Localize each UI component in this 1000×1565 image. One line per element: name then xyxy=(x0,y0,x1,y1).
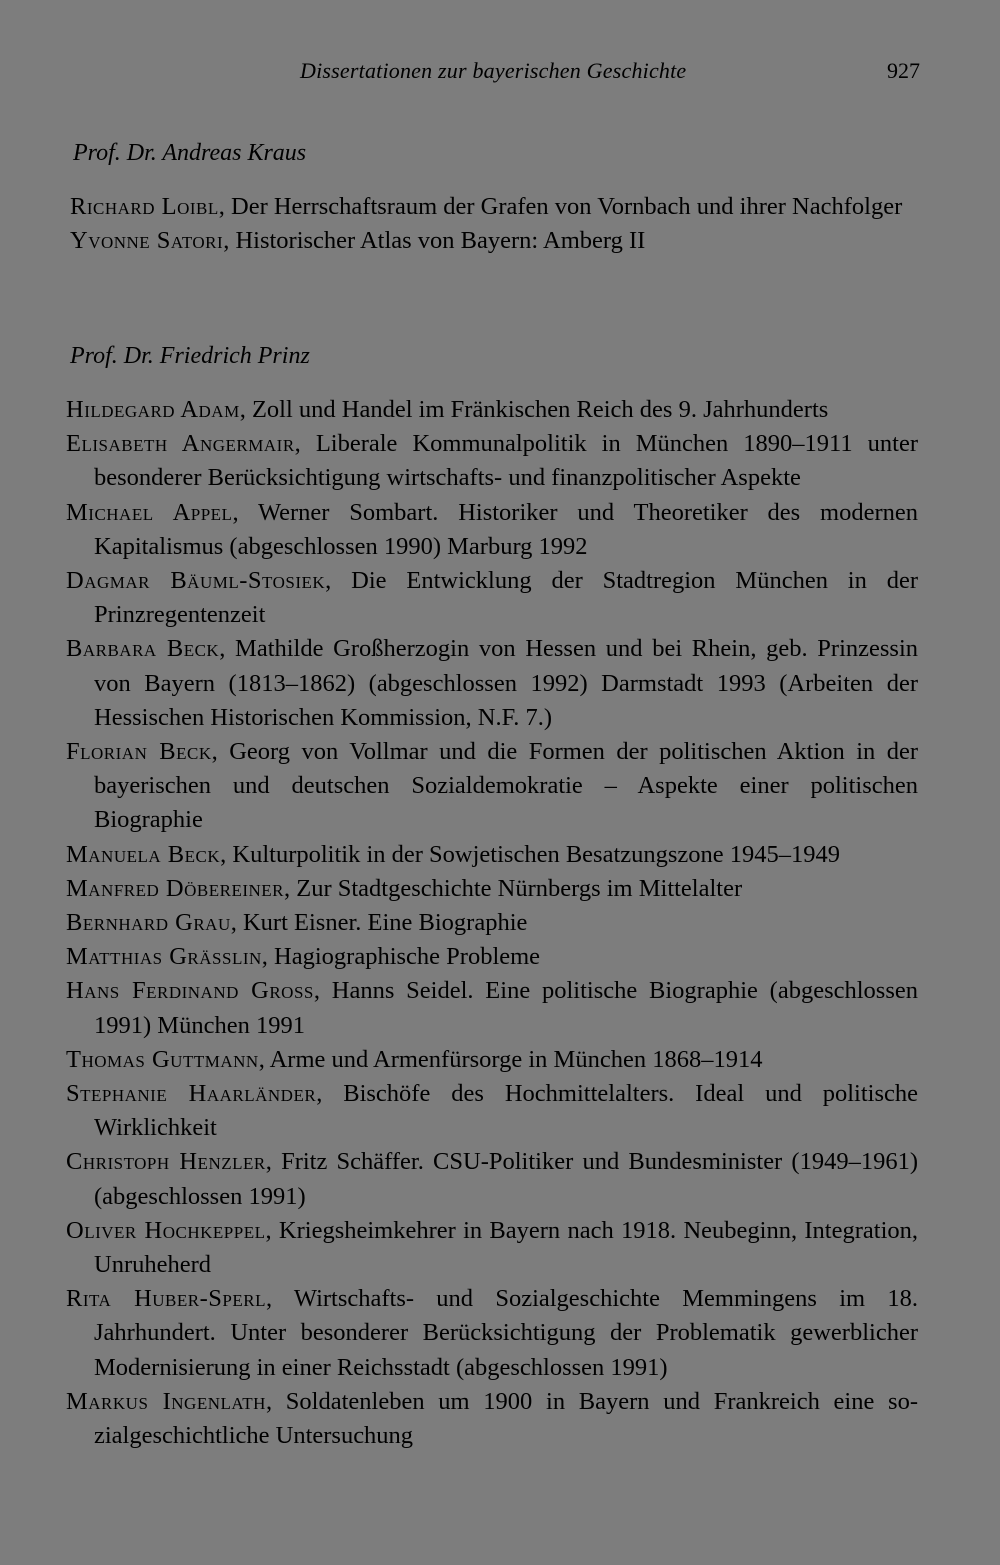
entry-author: Matthias Grässlin xyxy=(66,943,262,971)
list-item: Bernhard Grau, Kurt Eisner. Eine Biographie xyxy=(66,909,528,937)
entry-author: Oliver Hochkeppel xyxy=(66,1216,266,1244)
page-number: 927 xyxy=(887,58,920,83)
entry-title: Zur Stadtgeschichte Nürnbergs im Mittelalter xyxy=(296,874,743,902)
list-item: Christoph Henzler, Fritz Schäffer. CSU-Politiker und Bundesminister (1949–1961) (abgeschlossen 1991) xyxy=(66,1148,918,1210)
list-item: Richard Loibl, Der Herrschaftsraum der Grafen von Vornbach und ihrer Nachfolger xyxy=(70,193,903,220)
entry-title: Der Herrschaftsraum der Grafen von Vornbach und ihrer Nachfolger xyxy=(231,193,903,220)
entry-title: Werner Sombart. Historiker und Theoretiker des modernen Kapitalismus (abgeschlossen 1990) Marburg 1992 xyxy=(94,498,918,560)
professor-heading: Prof. Dr. Friedrich Prinz xyxy=(70,343,310,369)
entry-list xyxy=(66,393,918,1453)
entry-author: Michael Appel xyxy=(66,498,233,526)
entry-author: Rita Huber-Sperl xyxy=(66,1285,266,1313)
list-item: Rita Huber-Sperl, Wirtschafts- und Sozialgeschichte Memmingens im 18. Jahrhundert. Unter besonderer Berücksichtigung der Problematik gewerblicher Modernisierung in einer Reichsstadt (abgeschlossen 1991) xyxy=(66,1285,919,1381)
entry-author: Hans Ferdinand Gross xyxy=(66,977,314,1005)
entry-author: Richard Loibl xyxy=(70,193,219,220)
entry-title: Mathilde Großherzogin von Hessen und bei Rhein, geb. Prinzessin von Bayern (1813–1862) (abgeschlossen 1992) Darmstadt 1993 (Arbeiten der Hessischen Historischen Kommission, N.F. 7.) xyxy=(94,635,919,731)
entry-author: Markus Ingenlath xyxy=(66,1387,266,1415)
list-item: Elisabeth Angermair, Liberale Kommunalpolitik in München 1890–1911 unter besonderer Berücksichtigung wirtschafts- und finanzpolitischer Aspekte xyxy=(66,430,918,492)
entry-author: Thomas Guttmann xyxy=(66,1045,259,1073)
list-item: Barbara Beck, Mathilde Großherzogin von Hessen und bei Rhein, geb. Prinzessin von Bayern (1813–1862) (abgeschlossen 1992) Darmstadt 1993 (Arbeiten der Hessischen Historischen Kommission, N.F. 7.) xyxy=(66,635,919,731)
entry-title: Georg von Vollmar und die Formen der politischen Aktion in der bayerischen und deutschen Sozialdemokratie – Aspekte einer politischen Biographie xyxy=(94,738,918,834)
running-title: Dissertationen zur bayerischen Geschichte xyxy=(300,58,687,83)
entry-title: Kulturpolitik in der Sowjetischen Besatzungszone 1945–1949 xyxy=(232,840,841,868)
entry-title: Hagiographische Probleme xyxy=(274,943,541,971)
entry-author: Bernhard Grau xyxy=(66,909,231,937)
running-header xyxy=(0,58,1000,92)
entry-title: Liberale Kommunalpolitik in München 1890–1911 unter besonderer Berücksichtigung wirtschafts- und finanzpolitischer Aspekte xyxy=(94,430,918,492)
entry-list xyxy=(70,190,920,258)
entry-title: Fritz Schäffer. CSU-Politiker und Bundesminister (1949–1961) (abgeschlossen 1991) xyxy=(94,1148,918,1210)
list-item: Michael Appel, Werner Sombart. Historiker und Theoretiker des modernen Kapitalismus (abgeschlossen 1990) Marburg 1992 xyxy=(66,498,918,560)
entry-author: Elisabeth Angermair xyxy=(66,430,295,458)
entry-title: Kriegsheimkehrer in Bayern nach 1918. Neubeginn, Integration, Unruheherd xyxy=(94,1216,918,1279)
list-item: Manfred Döbereiner, Zur Stadtgeschichte Nürnbergs im Mittelalter xyxy=(66,874,743,902)
entry-title: Hanns Seidel. Eine politische Biographie (abgeschlossen 1991) München 1991 xyxy=(94,977,918,1039)
entry-author: Christoph Henzler xyxy=(66,1148,266,1176)
entry-title: Kurt Eisner. Eine Biographie xyxy=(242,909,528,937)
entry-author: Stephanie Haarländer xyxy=(66,1080,317,1108)
entry-title: Die Entwicklung der Stadtregion München in der Prinzregentenzeit xyxy=(94,567,919,629)
entry-author: Dagmar Bäuml-Stosiek xyxy=(66,567,326,595)
list-item: Dagmar Bäuml-Stosiek, Die Entwicklung der Stadtregion München in der Prinzregentenzeit xyxy=(66,567,919,629)
list-item: Oliver Hochkeppel, Kriegsheimkehrer in Bayern nach 1918. Neubeginn, Integration, Unruheherd xyxy=(66,1216,918,1279)
list-item: Florian Beck, Georg von Vollmar und die Formen der politischen Aktion in der bayerischen und deutschen Sozialdemokratie – Aspekte einer politischen Biographie xyxy=(66,738,918,834)
entry-title: Soldatenleben um 1900 in Bayern und Frankreich eine sozialgeschichtliche Untersuchung xyxy=(94,1387,918,1450)
list-item: Yvonne Satori, Historischer Atlas von Bayern: Amberg II xyxy=(70,227,646,255)
entry-title: Zoll und Handel im Fränkischen Reich des 9. Jahrhunderts xyxy=(251,396,829,423)
entry-author: Manfred Döbereiner xyxy=(66,874,284,902)
entry-author: Barbara Beck xyxy=(66,635,220,663)
list-item: Stephanie Haarländer, Bischöfe des Hochmittelalters. Ideal und politische Wirklichkeit xyxy=(66,1080,919,1142)
entry-author: Manuela Beck xyxy=(66,840,221,868)
list-item: Markus Ingenlath, Soldatenleben um 1900 in Bayern und Frankreich eine sozialgeschichtliche Untersuchung xyxy=(66,1387,918,1450)
entry-title: Historischer Atlas von Bayern: Amberg II xyxy=(235,227,646,255)
entry-author: Hildegard Adam xyxy=(66,396,240,423)
entry-author: Yvonne Satori xyxy=(70,227,224,255)
list-item: Matthias Grässlin, Hagiographische Probleme xyxy=(66,943,541,971)
list-item: Hans Ferdinand Gross, Hanns Seidel. Eine politische Biographie (abgeschlossen 1991) München 1991 xyxy=(66,977,918,1039)
entry-title: Wirtschafts- und Sozialgeschichte Memmingens im 18. Jahrhundert. Unter besonderer Berücksichtigung der Problematik gewerblicher Modernisierung in einer Reichsstadt (abgeschlossen 1991) xyxy=(94,1285,919,1381)
entry-title: Arme und Armenfürsorge in München 1868–1914 xyxy=(269,1045,763,1073)
professor-heading: Prof. Dr. Andreas Kraus xyxy=(73,140,307,166)
entry-author: Florian Beck xyxy=(66,738,212,766)
entry-title: Bischöfe des Hochmittelalters. Ideal und politische Wirklichkeit xyxy=(94,1080,919,1142)
list-item: Manuela Beck, Kulturpolitik in der Sowjetischen Besatzungszone 1945–1949 xyxy=(66,840,841,868)
list-item: Hildegard Adam, Zoll und Handel im Fränkischen Reich des 9. Jahrhunderts xyxy=(66,396,829,423)
list-item: Thomas Guttmann, Arme und Armenfürsorge in München 1868–1914 xyxy=(66,1045,763,1073)
